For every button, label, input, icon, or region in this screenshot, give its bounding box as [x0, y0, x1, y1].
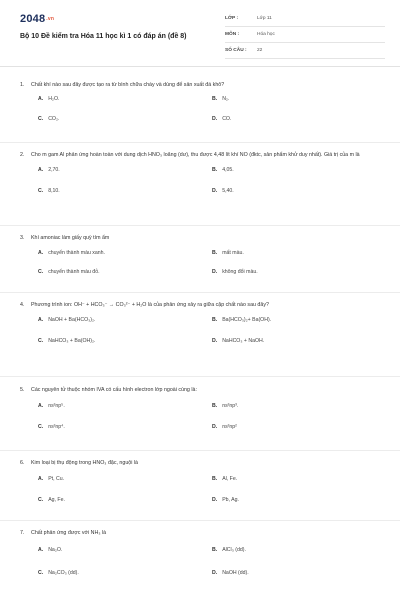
option-letter: C. — [38, 338, 44, 344]
question-stem — [20, 300, 385, 311]
question-2 — [20, 150, 385, 207]
question-text: Phương trình ion: OH⁻ + HCO₃⁻ → CO₃²⁻ + H₂O là của phản ứng xảy ra giữa cặp chất nào sau đây? — [31, 302, 269, 308]
question-number: 6. — [20, 460, 25, 466]
question-number: 4. — [20, 302, 25, 308]
option-text: ns²np⁵. — [48, 403, 65, 409]
option-letter: C. — [38, 570, 44, 576]
option-letter: D. — [212, 116, 218, 122]
option-letter: B. — [212, 317, 218, 323]
option-d[interactable] — [212, 338, 264, 344]
options — [20, 547, 385, 587]
question-5 — [20, 385, 385, 443]
question-number: 3. — [20, 235, 25, 241]
option-a[interactable] — [38, 476, 64, 482]
question-divider — [0, 225, 400, 226]
option-b[interactable] — [212, 167, 234, 173]
option-c[interactable] — [38, 188, 60, 194]
option-a[interactable] — [38, 317, 95, 323]
question-stem — [20, 385, 385, 396]
options — [20, 476, 385, 516]
option-b[interactable] — [212, 547, 246, 553]
question-stem — [20, 80, 385, 91]
options — [20, 403, 385, 443]
logo-text: 2048 — [20, 13, 46, 25]
question-4 — [20, 300, 385, 357]
option-text: NaHCO₃ + Ba(OH)₂. — [48, 338, 96, 344]
meta-value: 22 — [257, 48, 263, 53]
question-divider — [0, 376, 400, 377]
option-text: chuyển thành màu đỏ. — [48, 269, 100, 275]
option-text: chuyển thành màu xanh. — [48, 250, 106, 256]
meta-value: Lớp 11 — [257, 16, 272, 21]
option-letter: A. — [38, 547, 44, 553]
option-text: 5,40. — [222, 188, 234, 194]
option-b[interactable] — [212, 403, 238, 409]
option-letter: D. — [212, 570, 218, 576]
options — [20, 250, 385, 290]
document-title: Bộ 10 Đề kiểm tra Hóa 11 học kì 1 có đáp án (đề 8) — [20, 33, 187, 40]
meta-row-class — [225, 14, 385, 27]
option-d[interactable] — [212, 116, 231, 122]
meta-label: MÔN : — [225, 32, 240, 37]
question-divider — [0, 142, 400, 143]
option-text: AlCl₃ (dd). — [222, 547, 246, 553]
option-text: Ba(HCO₃)₂+ Ba(OH). — [222, 317, 272, 323]
option-letter: C. — [38, 116, 44, 122]
option-c[interactable] — [38, 269, 100, 275]
question-number: 7. — [20, 530, 25, 536]
option-text: ns²np⁴. — [48, 424, 65, 430]
option-letter: D. — [212, 424, 218, 430]
option-text: ns²np³. — [222, 403, 239, 409]
meta-row-count — [225, 46, 385, 59]
question-number: 2. — [20, 152, 25, 158]
option-letter: D. — [212, 497, 218, 503]
meta-info — [225, 14, 385, 62]
option-text: NaOH + Ba(HCO₃)₂. — [48, 317, 96, 323]
option-letter: B. — [212, 250, 218, 256]
option-letter: C. — [38, 269, 44, 275]
header-divider — [0, 66, 400, 67]
option-text: NaHCO₃ + NaOH. — [222, 338, 265, 344]
option-d[interactable] — [212, 424, 237, 430]
question-text: Kim loại bị thụ động trong HNO₃ đặc, nguội là — [31, 460, 138, 466]
option-c[interactable] — [38, 497, 65, 503]
option-text: Na₂O. — [48, 547, 63, 553]
option-text: Na₂CO₃ (dd). — [48, 570, 79, 576]
option-b[interactable] — [212, 476, 237, 482]
question-number: 1. — [20, 82, 25, 88]
question-divider — [0, 520, 400, 521]
meta-label: SỐ CÂU : — [225, 48, 247, 53]
option-a[interactable] — [38, 547, 62, 553]
option-letter: D. — [212, 188, 218, 194]
option-d[interactable] — [212, 269, 258, 275]
options — [20, 167, 385, 207]
option-text: NaOH (dd). — [222, 570, 249, 576]
question-stem — [20, 528, 385, 539]
option-text: Pt, Cu. — [48, 476, 65, 482]
option-b[interactable] — [212, 96, 229, 102]
option-letter: A. — [38, 317, 44, 323]
option-d[interactable] — [212, 570, 249, 576]
question-7 — [20, 528, 385, 587]
meta-value: Hóa học — [257, 32, 275, 37]
option-letter: B. — [212, 547, 218, 553]
option-c[interactable] — [38, 424, 65, 430]
option-a[interactable] — [38, 167, 60, 173]
option-text: 2,70. — [48, 167, 60, 173]
option-text: H₂O. — [48, 96, 60, 102]
option-letter: B. — [212, 167, 218, 173]
option-text: CO₂. — [48, 116, 60, 122]
option-text: không đổi màu. — [222, 269, 258, 275]
question-stem — [20, 458, 385, 469]
option-letter: A. — [38, 476, 44, 482]
option-letter: B. — [212, 96, 218, 102]
option-letter: A. — [38, 167, 44, 173]
option-a[interactable] — [38, 250, 105, 256]
option-text: Al, Fe. — [222, 476, 238, 482]
option-c[interactable] — [38, 570, 79, 576]
option-letter: A. — [38, 96, 44, 102]
question-stem — [20, 150, 385, 161]
option-text: N₂. — [222, 96, 230, 102]
option-letter: A. — [38, 403, 44, 409]
option-letter: B. — [212, 403, 218, 409]
option-c[interactable] — [38, 338, 95, 344]
option-b[interactable] — [212, 317, 271, 323]
question-stem — [20, 233, 385, 244]
question-text: Chất phản ứng được với NH₃ là — [31, 530, 107, 536]
option-text: CO. — [222, 116, 232, 122]
meta-row-subject — [225, 30, 385, 43]
option-text: 8,10. — [48, 188, 60, 194]
option-text: ns²np² — [222, 424, 237, 430]
logo-suffix: .vn — [46, 16, 55, 22]
page-header — [0, 0, 400, 62]
question-6 — [20, 458, 385, 516]
question-1 — [20, 80, 385, 136]
options — [20, 96, 385, 136]
option-letter: D. — [212, 269, 218, 275]
question-divider — [0, 450, 400, 451]
question-text: Chất khí nào sau đây được tạo ra từ bình chữa cháy và dùng để sản xuất đá khô? — [31, 82, 225, 88]
option-c[interactable] — [38, 116, 59, 122]
option-text: 4,05. — [222, 167, 234, 173]
option-letter: A. — [38, 250, 44, 256]
option-b[interactable] — [212, 250, 244, 256]
option-d[interactable] — [212, 188, 234, 194]
question-number: 5. — [20, 387, 25, 393]
meta-label: LỚP : — [225, 16, 239, 21]
option-a[interactable] — [38, 403, 65, 409]
site-logo[interactable] — [20, 13, 54, 25]
question-text: Khí amoniac làm giấy quỳ tím ẩm — [31, 235, 110, 241]
option-letter: C. — [38, 188, 44, 194]
option-text: Ag, Fe. — [48, 497, 65, 503]
question-text: Cho m gam Al phản ứng hoàn toàn với dung dịch HNO₃ loãng (dư), thu được 4,48 lít khí NO (đktc, sản phẩm khử duy nhất). Giá trị của m là — [31, 152, 360, 158]
question-text: Các nguyên tử thuộc nhóm IVA có cấu hình electron lớp ngoài cùng là: — [31, 387, 197, 393]
option-text: mất màu. — [222, 250, 244, 256]
option-text: Pb, Ag. — [222, 497, 239, 503]
option-letter: C. — [38, 424, 44, 430]
option-letter: C. — [38, 497, 44, 503]
option-a[interactable] — [38, 96, 59, 102]
question-3 — [20, 233, 385, 290]
option-letter: D. — [212, 338, 218, 344]
question-divider — [0, 292, 400, 293]
option-d[interactable] — [212, 497, 239, 503]
option-letter: B. — [212, 476, 218, 482]
options — [20, 317, 385, 357]
